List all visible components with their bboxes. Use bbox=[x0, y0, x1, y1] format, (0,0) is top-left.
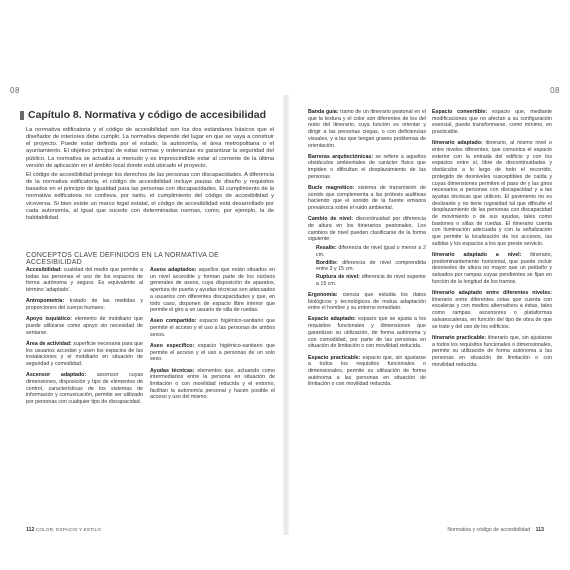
definition bbox=[432, 252, 552, 286]
term: Banda guía: bbox=[308, 109, 339, 115]
term: Aseos adaptados: bbox=[150, 267, 197, 273]
term: Apoyo isquiático: bbox=[26, 316, 72, 323]
definition-text: ascensor cuyas dimensiones, disposición y tipo de elementos de control, características de los sistemas de información y comunicación, permite ser utilizado por personas con cualquier tipo de discapacidad. bbox=[26, 372, 143, 405]
running-footer-left: COLOR, ESPACIO Y ESTILO bbox=[35, 527, 102, 532]
definition-text: diferencia de nivel superior a 15 cm. bbox=[316, 273, 426, 287]
term: Antropometría: bbox=[26, 298, 65, 305]
definition-text: se refiere a aquellos obstáculos ambientales de carácter físico que impiden o dificultan el desplazamiento de las personas. bbox=[308, 153, 426, 180]
section-number-left: 08 bbox=[10, 86, 20, 95]
definition bbox=[150, 368, 275, 402]
definition-text: aquellos que están situados en un nivel accesible y forman parte de los núcleos generales de aseos, cuya disposición de aparatos, apertura de puerta y ayudas técnicas son adecuados a usuarios con diferentes discapacidades y que, en todo caso, disponen de espacio libre interior que permite el giro a un usuario de silla de ruedas. bbox=[150, 267, 275, 314]
term: Ergonomía: bbox=[308, 291, 338, 298]
term: Itinerario adaptado a nivel: bbox=[432, 252, 522, 259]
definition-text: tratado de las medidas y proporciones del cuerpo humano. bbox=[26, 298, 143, 312]
definition bbox=[308, 316, 426, 350]
definition bbox=[432, 335, 552, 369]
term: Itinerario adaptado entre diferentes niveles: bbox=[432, 290, 552, 297]
definition-sub bbox=[308, 260, 426, 273]
definition-text: sistema de transmisión de sonido que complementa a las prótesis auditivas haciendo que el sonido de la fuente emisora prevalezca sobre el ruido ambiental. bbox=[308, 185, 426, 212]
definition bbox=[150, 343, 275, 363]
definition bbox=[308, 185, 426, 212]
definition-text: diferencia de nivel igual o menor a 2 cm. bbox=[316, 245, 426, 258]
definitions-col-2 bbox=[150, 267, 275, 406]
definition-text: superficie necesaria para que los usuarios accedan y usen los espacios de las instalaciones y el mobiliario en situación de seguridad y comodidad. bbox=[26, 340, 143, 367]
definition-text: cualidad del medio que permite a todas las personas el uso de los espacios de forma autónoma y segura. Es equivalente al término ‘adaptado’. bbox=[26, 267, 143, 294]
definition-text: espacio que, mediante modificaciones que no afectan a su configuración esencial, puede transformarse, como mínimo, en practicable. bbox=[432, 109, 552, 136]
term: Resalte: bbox=[316, 245, 337, 252]
term: Cambio de nivel: bbox=[308, 216, 354, 223]
intro-paragraph-1: La normativa edificatoria y el código de accesibilidad son los dos estándares básicos que el diseñador de interiores debe cumplir. La normativa depende del lugar en que se vaya a construir el proyecto. Puede estar definida por el estado, la autonomía, el área metropolitana o el ayuntamiento. El objetivo principal de estas normas y ordenanzas es garantizar la seguridad del público. La normativa se actualiza a menudo y es imprescindible estar al corriente de la última versión de aplicación en el ámbito local donde está ubicado el proyecto. bbox=[26, 127, 274, 169]
definition-text: diferencia de nivel comprendida entre 3 y 15 cm. bbox=[316, 259, 426, 273]
intro-text bbox=[26, 127, 274, 224]
book-gutter bbox=[283, 95, 289, 535]
definition bbox=[432, 109, 552, 136]
definition-text: itinerario, al mismo nivel o entre niveles diferentes, que comunica el espacio exterior con la entrada del edificio y con los espacios entre sí, libre de discontinuidades y obstáculos a lo largo de todo el recorrido, protegido de desniveles susceptibles de caída y cuyas dimensiones permiten el paso de y las giros necesarios a personas con discapacidad y a las ayudas técnicas que utilicen. El pavimento no es deslizante y no tiene rugosidad tal que dificulte el desplazamiento de las personas con discapacidad de movimiento o de sus ayudas, tales como bastones o sillas de ruedas. El itinerario cuenta con iluminación adecuada y con la señalización que permite la localización de los accesos, las salidas y los espacios a los que preste servicio. bbox=[432, 140, 553, 247]
concepts-heading: CONCEPTOS CLAVE DEFINIDOS EN LA NORMATIVA DE ACCESIBILIDAD bbox=[26, 252, 220, 266]
definition bbox=[150, 318, 275, 338]
term: Bucle magnético: bbox=[308, 185, 355, 192]
chapter-title: Capítulo 8. Normativa y código de accesibilidad bbox=[28, 109, 267, 121]
definition bbox=[26, 341, 143, 368]
definition-text: itinerario que, sin ajustarse a todos los requisitos funcionales o dimensionales, permite su utilización de forma autónoma a las personas en situación de limitación o con movilidad reducida. bbox=[432, 334, 552, 368]
term: Accesibilidad: bbox=[26, 267, 62, 273]
term: Área de actividad: bbox=[26, 340, 72, 347]
definition-text: tramo de un itinerario peatonal en el que la textura y el color son diferentes de los del resto del itinerario, cuya función es orientar y dirigir a las personas ciegas, o con deficiencias visuales, y a las que tengan graves problemas de orientación. bbox=[308, 109, 427, 149]
definition-text: espacio higiénico-sanitario que permite el acceso y el uso a personas de un solo sexo. bbox=[150, 343, 275, 363]
definition-text: elementos que, actuando como intermediarios entre la persona en situación de limitación o con movilidad reducida y el entorno, facilitan la autonomía personal y hacen posible el acceso y uso del mismo. bbox=[150, 367, 275, 401]
definition-text: espacio que se ajusta a los requisitos funcionales y dimensiones que garantizan su utilización, de forma autónoma y con comodidad, por parte de las personas en situación de limitación o con movilidad reducida. bbox=[308, 316, 427, 350]
term: Barreras arquitectónicas: bbox=[308, 153, 374, 160]
definition bbox=[308, 292, 426, 312]
term: Itinerario adaptado: bbox=[432, 140, 483, 147]
definition bbox=[26, 316, 143, 336]
definition bbox=[26, 298, 143, 311]
definitions-col-1 bbox=[26, 267, 143, 410]
definition bbox=[432, 290, 552, 330]
term: Aseo compartido: bbox=[150, 318, 197, 325]
definition-text: espacio que, sin ajustarse a todos los requisitos funcionales o dimensionales, permite su utilización de forma autónoma a las personas en situación de limitación o con movilidad reducida. bbox=[308, 354, 426, 388]
footer-right bbox=[447, 527, 544, 533]
term: Itinerario practicable: bbox=[432, 334, 487, 341]
term: Ayudas técnicas: bbox=[150, 367, 195, 374]
definition-sub bbox=[308, 245, 426, 258]
term: Espacio convertible: bbox=[432, 109, 488, 115]
term: Espacio practicable: bbox=[308, 354, 361, 361]
definition-text: ciencia que estudia los datos biológicos y tecnológicos de mutua adaptación entre el hombre y su entorno inmediato. bbox=[308, 291, 426, 312]
definitions-col-4 bbox=[432, 109, 552, 373]
page-number-right: 113 bbox=[535, 527, 544, 533]
term: Aseo específico: bbox=[150, 343, 195, 350]
footer-left bbox=[26, 527, 101, 533]
definition bbox=[308, 216, 426, 243]
definition bbox=[26, 267, 143, 294]
definition-text: discontinuidad por diferencia de altura en los itinerarios peatonales. Los cambios de nivel pueden clasificarse de la forma siguiente: bbox=[308, 216, 427, 243]
definition-text: elemento de mobiliario que puede utilizarse como apoyo sin necesidad de sentarse. bbox=[26, 316, 143, 336]
term: Ascensor adaptado: bbox=[26, 372, 87, 379]
definition-sub bbox=[308, 274, 426, 287]
definition-text: itinerario, predominantemente horizontal, que puede incluir desniveles de altura no mayor que un peldaño y salvados por rampas cuyas pendientes se fijan en función de la longitud de los tramos. bbox=[432, 252, 552, 285]
definition bbox=[308, 154, 426, 181]
term: Ruptura de nivel: bbox=[316, 273, 360, 280]
definition bbox=[150, 267, 275, 314]
chapter-marker bbox=[20, 111, 24, 120]
definition bbox=[26, 372, 143, 406]
intro-paragraph-2: El código de accesibilidad protege los derechos de las personas con discapacidades. A diferencia de la normativa edificatoria, el código de accesibilidad incluye pautas de diseño y requisitos basados en el principio de igualdad para las personas con discapacidades. El cumplimiento de la normativa edificatoria no conlleva, por tanto, el cumplimiento del código de accesibilidad y viceversa. Si bien existe un marco legal estatal, el código de accesibilidad está desarrollado por cada autonomía, al igual que sucede con determinadas normas, como, por ejemplo, la de habitabilidad. bbox=[26, 171, 274, 221]
term: Bordillo: bbox=[316, 259, 338, 266]
running-footer-right: Normativa y código de accesibilidad bbox=[447, 527, 531, 533]
definition bbox=[308, 109, 426, 149]
definitions-col-3 bbox=[308, 109, 426, 393]
term: Espacio adaptado: bbox=[308, 316, 356, 323]
definition-text: espacio higiénico-sanitario que permite el acceso y el uso a las personas de ambos sexos. bbox=[150, 318, 276, 338]
definition bbox=[432, 140, 552, 247]
page-number-left: 112 bbox=[26, 527, 35, 533]
definition-text: itinerario entre diferentes cotas que cuenta con escaleras y con medios alternativos a éstas, tales como rampas, ascensores o plataformas salvaescaleras, en función del tipo de obra de que se trate y del uso de los edificios. bbox=[432, 296, 552, 330]
section-number-right: 08 bbox=[550, 86, 560, 95]
definition bbox=[308, 355, 426, 389]
